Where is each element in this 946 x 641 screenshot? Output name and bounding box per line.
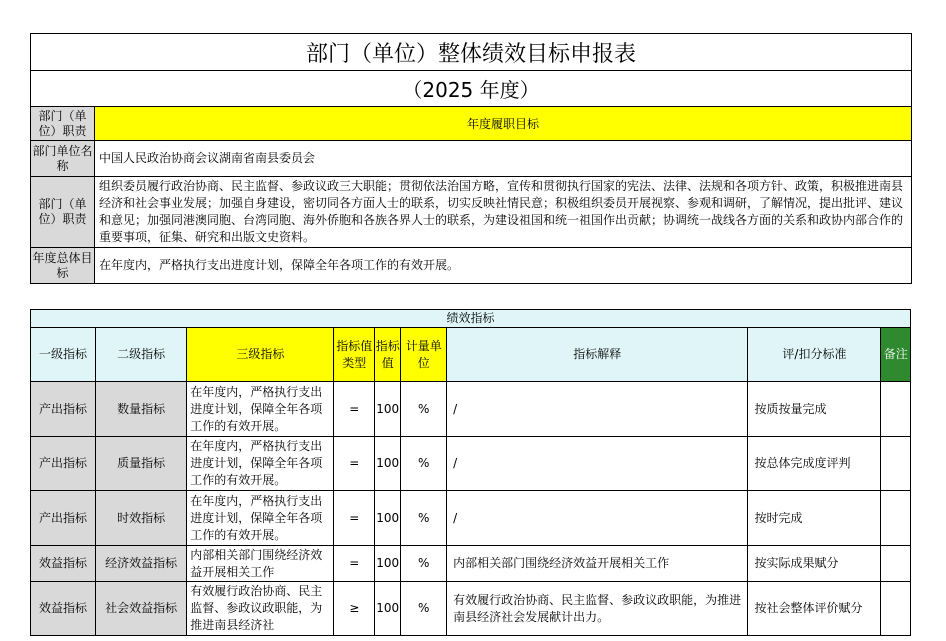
col-header-unit: 计量单位 bbox=[401, 328, 447, 382]
duty-value: 组织委员履行政治协商、民主监督、参政议政三大职能；贯彻依法治国方略，宣传和贯彻执行国家的宪法、法律、法规和各项方针、政策，积极推进南县经济和社会事业发展；加强自身建设，密切同各方面人士的联系，切实反映社情民意；积极组织委员开展视察、参观和调研，了解情况，提出批评、建议和意见；加强同港澳同胞、台湾同胞、海外侨胞和各族各界人士的联系，为建设祖国和统一祖国作出贡献；协调统一战线各方面的关系和政协内部合作的重要事项，征集、研究和出版文史资料。 bbox=[95, 177, 912, 248]
remark-cell bbox=[881, 582, 911, 636]
header-annual-goal: 年度履职目标 bbox=[95, 107, 912, 141]
goal-table bbox=[30, 33, 912, 284]
level2-cell: 经济效益指标 bbox=[95, 546, 186, 582]
value-cell: 100 bbox=[375, 382, 401, 437]
scoring-cell: 按社会整体评价赋分 bbox=[748, 582, 881, 636]
explanation-cell: / bbox=[447, 491, 748, 546]
col-header-level2: 二级指标 bbox=[95, 328, 186, 382]
col-header-level3: 三级指标 bbox=[187, 328, 334, 382]
level3-cell: 内部相关部门围绕经济效益开展相关工作 bbox=[187, 546, 334, 582]
unit-cell: % bbox=[401, 382, 447, 437]
explanation-cell: 有效履行政治协商、民主监督、参政议政职能，为推进南县经济社会发展献计出力。 bbox=[447, 582, 748, 636]
value-cell: 100 bbox=[375, 491, 401, 546]
col-header-scoring: 评/扣分标准 bbox=[748, 328, 881, 382]
scoring-cell: 按时完成 bbox=[748, 491, 881, 546]
unit-name-label: 部门单位名称 bbox=[31, 141, 95, 177]
unit-name-value: 中国人民政治协商会议湖南省南县委员会 bbox=[95, 141, 912, 177]
level1-cell: 效益指标 bbox=[31, 546, 96, 582]
annual-goal-value: 在年度内，严格执行支出进度计划，保障全年各项工作的有效开展。 bbox=[95, 248, 912, 284]
explanation-cell: / bbox=[447, 382, 748, 437]
table-row bbox=[31, 582, 911, 636]
value-type-cell: = bbox=[334, 546, 375, 582]
value-type-cell: = bbox=[334, 382, 375, 437]
remark-cell bbox=[881, 382, 911, 437]
performance-indicator-table bbox=[30, 309, 911, 636]
value-type-cell: ≥ bbox=[334, 582, 375, 636]
header-label: 部门（单位）职责 bbox=[31, 107, 95, 141]
level2-cell: 社会效益指标 bbox=[95, 582, 186, 636]
level3-cell: 在年度内，严格执行支出进度计划，保障全年各项工作的有效开展。 bbox=[187, 437, 334, 491]
table-row bbox=[31, 382, 911, 437]
unit-cell: % bbox=[401, 491, 447, 546]
table-row bbox=[31, 437, 911, 491]
perf-title: 绩效指标 bbox=[31, 310, 911, 328]
document-year: （2025 年度） bbox=[31, 71, 912, 107]
col-header-level1: 一级指标 bbox=[31, 328, 96, 382]
remark-cell bbox=[881, 437, 911, 491]
value-type-cell: = bbox=[334, 437, 375, 491]
value-cell: 100 bbox=[375, 582, 401, 636]
explanation-cell: 内部相关部门围绕经济效益开展相关工作 bbox=[447, 546, 748, 582]
level1-cell: 产出指标 bbox=[31, 491, 96, 546]
level1-cell: 效益指标 bbox=[31, 582, 96, 636]
level3-cell: 在年度内，严格执行支出进度计划，保障全年各项工作的有效开展。 bbox=[187, 382, 334, 437]
col-header-value: 指标值 bbox=[375, 328, 401, 382]
value-cell: 100 bbox=[375, 546, 401, 582]
scoring-cell: 按质按量完成 bbox=[748, 382, 881, 437]
col-header-value-type: 指标值类型 bbox=[334, 328, 375, 382]
level2-cell: 质量指标 bbox=[95, 437, 186, 491]
col-header-remark: 备注 bbox=[881, 328, 911, 382]
table-row bbox=[31, 491, 911, 546]
level1-cell: 产出指标 bbox=[31, 382, 96, 437]
level3-cell: 有效履行政治协商、民主监督、参政议政职能，为推进南县经济社 bbox=[187, 582, 334, 636]
value-type-cell: = bbox=[334, 491, 375, 546]
unit-cell: % bbox=[401, 582, 447, 636]
document-title: 部门（单位）整体绩效目标申报表 bbox=[31, 34, 912, 71]
value-cell: 100 bbox=[375, 437, 401, 491]
level2-cell: 时效指标 bbox=[95, 491, 186, 546]
unit-cell: % bbox=[401, 546, 447, 582]
table-row bbox=[31, 546, 911, 582]
unit-cell: % bbox=[401, 437, 447, 491]
remark-cell bbox=[881, 546, 911, 582]
explanation-cell: / bbox=[447, 437, 748, 491]
col-header-explanation: 指标解释 bbox=[447, 328, 748, 382]
level2-cell: 数量指标 bbox=[95, 382, 186, 437]
remark-cell bbox=[881, 491, 911, 546]
level1-cell: 产出指标 bbox=[31, 437, 96, 491]
level3-cell: 在年度内，严格执行支出进度计划，保障全年各项工作的有效开展。 bbox=[187, 491, 334, 546]
scoring-cell: 按实际成果赋分 bbox=[748, 546, 881, 582]
scoring-cell: 按总体完成度评判 bbox=[748, 437, 881, 491]
annual-goal-label: 年度总体目标 bbox=[31, 248, 95, 284]
duty-label: 部门（单位）职责 bbox=[31, 177, 95, 248]
